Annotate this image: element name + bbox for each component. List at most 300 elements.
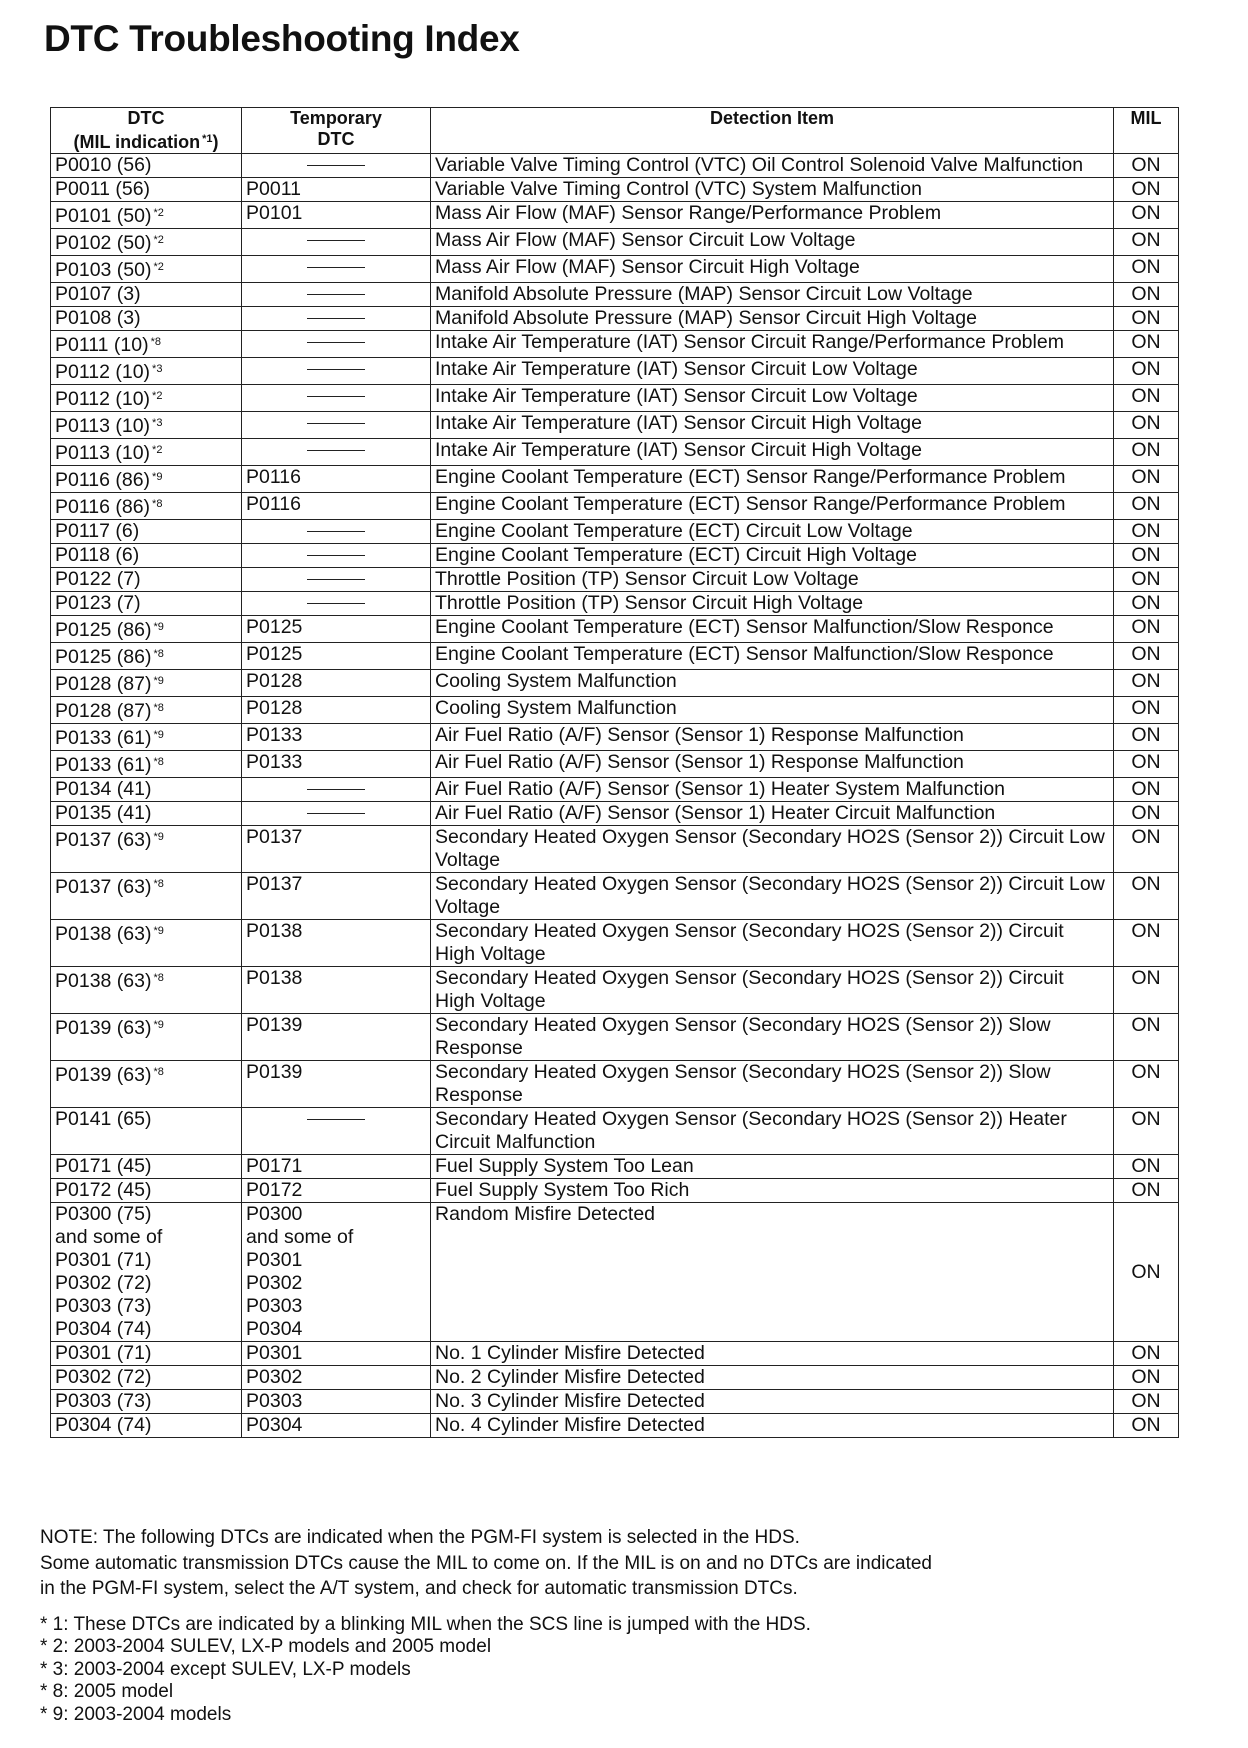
temporary-dtc: P0101 bbox=[246, 202, 303, 224]
table-row bbox=[51, 1390, 1179, 1414]
detection-item-cell: Cooling System Malfunction bbox=[431, 697, 1114, 724]
mil-cell: ON bbox=[1114, 283, 1179, 307]
temporary-dtc-cell bbox=[242, 592, 431, 616]
dash-mark bbox=[307, 423, 365, 424]
table-row bbox=[51, 643, 1179, 670]
footnote-mark: *8 bbox=[153, 756, 164, 768]
dtc-code-cell bbox=[51, 1014, 242, 1061]
mil-cell: ON bbox=[1114, 724, 1179, 751]
detection-item-cell: Variable Valve Timing Control (VTC) System Malfunction bbox=[431, 178, 1114, 202]
detection-item-cell: Engine Coolant Temperature (ECT) Circuit High Voltage bbox=[431, 544, 1114, 568]
detection-item-cell: No. 2 Cylinder Misfire Detected bbox=[431, 1366, 1114, 1390]
detection-item-cell: Engine Coolant Temperature (ECT) Circuit Low Voltage bbox=[431, 520, 1114, 544]
mil-cell: ON bbox=[1114, 697, 1179, 724]
detection-item-cell: Secondary Heated Oxygen Sensor (Secondary HO2S (Sensor 2)) Slow Response bbox=[431, 1014, 1114, 1061]
dash-mark bbox=[307, 369, 365, 370]
footnote-mark: *8 bbox=[153, 1066, 164, 1078]
footnote-mark: *3 bbox=[152, 417, 163, 429]
temporary-dtc: P0116 bbox=[246, 493, 301, 515]
mil-cell: ON bbox=[1114, 751, 1179, 778]
page-title: DTC Troubleshooting Index bbox=[44, 18, 520, 59]
temporary-dtc: P0172 bbox=[246, 1179, 303, 1201]
footnote-mark: *8 bbox=[153, 648, 164, 660]
footnote-mark: *3 bbox=[152, 363, 163, 375]
temporary-dtc-cell bbox=[242, 802, 431, 826]
dtc-code: P0108 (3) bbox=[55, 307, 141, 329]
temporary-dtc: P0139 bbox=[246, 1014, 303, 1036]
detection-item-cell: Intake Air Temperature (IAT) Sensor Circuit High Voltage bbox=[431, 439, 1114, 466]
footnotes bbox=[40, 1614, 1220, 1727]
table-row bbox=[51, 412, 1179, 439]
table-row bbox=[51, 826, 1179, 873]
detection-item-cell: Secondary Heated Oxygen Sensor (Secondary HO2S (Sensor 2)) Circuit High Voltage bbox=[431, 967, 1114, 1014]
table-row bbox=[51, 967, 1179, 1014]
dtc-code: P0135 (41) bbox=[55, 802, 152, 824]
footnote-mark: *2 bbox=[153, 234, 164, 246]
detection-item-cell: Engine Coolant Temperature (ECT) Sensor Malfunction/Slow Responce bbox=[431, 616, 1114, 643]
dtc-code: P0137 (63) bbox=[55, 829, 152, 851]
mil-cell: ON bbox=[1114, 802, 1179, 826]
table-row bbox=[51, 1108, 1179, 1155]
temporary-dtc-cell bbox=[242, 202, 431, 229]
dtc-code-cell bbox=[51, 385, 242, 412]
temporary-dtc-cell bbox=[242, 439, 431, 466]
dtc-code-cell bbox=[51, 1155, 242, 1179]
dtc-code-cell bbox=[51, 331, 242, 358]
temporary-dtc-cell bbox=[242, 616, 431, 643]
dtc-code-cell bbox=[51, 544, 242, 568]
temporary-dtc-cell bbox=[242, 331, 431, 358]
mil-cell: ON bbox=[1114, 1061, 1179, 1108]
mil-cell: ON bbox=[1114, 568, 1179, 592]
dtc-code: P0011 (56) bbox=[55, 178, 151, 200]
mil-cell: ON bbox=[1114, 1342, 1179, 1366]
mil-cell: ON bbox=[1114, 307, 1179, 331]
dtc-code: P0128 (87) bbox=[55, 700, 152, 722]
footnote-mark: *9 bbox=[153, 1019, 164, 1031]
mil-cell: ON bbox=[1114, 358, 1179, 385]
dtc-code-cell bbox=[51, 1203, 242, 1342]
dash-mark bbox=[307, 555, 365, 556]
mil-cell: ON bbox=[1114, 439, 1179, 466]
table-row bbox=[51, 520, 1179, 544]
footnote-mark: *2 bbox=[152, 444, 163, 456]
mil-cell: ON bbox=[1114, 1108, 1179, 1155]
temporary-dtc-cell bbox=[242, 358, 431, 385]
table-row bbox=[51, 1203, 1179, 1342]
mil-cell: ON bbox=[1114, 520, 1179, 544]
mil-cell: ON bbox=[1114, 670, 1179, 697]
temporary-dtc-cell bbox=[242, 493, 431, 520]
temporary-dtc: P0137 bbox=[246, 826, 303, 848]
footnote-mark: *9 bbox=[153, 621, 164, 633]
dtc-code: P0302 (72) bbox=[55, 1366, 152, 1388]
dtc-code: P0304 (74) bbox=[55, 1414, 152, 1436]
dash-mark bbox=[307, 603, 365, 604]
temporary-dtc: P0133 bbox=[246, 724, 303, 746]
table-row bbox=[51, 1414, 1179, 1438]
detection-item-cell: Secondary Heated Oxygen Sensor (Secondary HO2S (Sensor 2)) Slow Response bbox=[431, 1061, 1114, 1108]
dtc-code-cell bbox=[51, 154, 242, 178]
table-row bbox=[51, 493, 1179, 520]
table-row bbox=[51, 178, 1179, 202]
table-row bbox=[51, 385, 1179, 412]
temporary-dtc-cell bbox=[242, 1414, 431, 1438]
dtc-code: P0112 (10) bbox=[55, 388, 151, 410]
dash-mark bbox=[307, 342, 365, 343]
temporary-dtc-cell bbox=[242, 256, 431, 283]
dtc-code: P0102 (50) bbox=[55, 232, 152, 254]
table-header-row bbox=[51, 108, 1179, 154]
notes-section bbox=[40, 1525, 1220, 1726]
detection-item-cell: Throttle Position (TP) Sensor Circuit Low Voltage bbox=[431, 568, 1114, 592]
footnote-mark: *9 bbox=[153, 729, 164, 741]
dtc-code: P0138 (63) bbox=[55, 923, 152, 945]
dtc-code: P0301 (71) bbox=[55, 1342, 152, 1364]
dtc-code-cell bbox=[51, 778, 242, 802]
table-row bbox=[51, 256, 1179, 283]
footnote: * 9: 2003-2004 models bbox=[40, 1703, 232, 1725]
detection-item-cell: No. 4 Cylinder Misfire Detected bbox=[431, 1414, 1114, 1438]
mil-cell: ON bbox=[1114, 544, 1179, 568]
detection-item-cell: Secondary Heated Oxygen Sensor (Secondary HO2S (Sensor 2)) Heater Circuit Malfunction bbox=[431, 1108, 1114, 1155]
footnote-mark: *8 bbox=[152, 498, 163, 510]
temporary-dtc: P0125 bbox=[246, 643, 303, 665]
dtc-code: P0107 (3) bbox=[55, 283, 141, 305]
table-row bbox=[51, 229, 1179, 256]
temporary-dtc-cell bbox=[242, 385, 431, 412]
mil-cell: ON bbox=[1114, 385, 1179, 412]
dtc-code-cell bbox=[51, 358, 242, 385]
dtc-code-cell bbox=[51, 1390, 242, 1414]
mil-cell: ON bbox=[1114, 493, 1179, 520]
temporary-dtc-cell bbox=[242, 229, 431, 256]
dash-mark bbox=[307, 165, 365, 166]
temporary-dtc-cell bbox=[242, 1014, 431, 1061]
dtc-code-cell bbox=[51, 520, 242, 544]
dtc-code-cell bbox=[51, 697, 242, 724]
dash-mark bbox=[307, 531, 365, 532]
mil-cell: ON bbox=[1114, 178, 1179, 202]
detection-item-cell: Cooling System Malfunction bbox=[431, 670, 1114, 697]
table-row bbox=[51, 751, 1179, 778]
dtc-code: P0118 (6) bbox=[55, 544, 140, 566]
temporary-dtc-cell bbox=[242, 1342, 431, 1366]
dtc-code: P0171 (45) bbox=[55, 1155, 152, 1177]
dtc-code-cell bbox=[51, 826, 242, 873]
dtc-code-cell bbox=[51, 439, 242, 466]
dtc-code: P0117 (6) bbox=[55, 520, 140, 542]
temporary-dtc: P0116 bbox=[246, 466, 301, 488]
dtc-code: P0103 (50) bbox=[55, 259, 152, 281]
temporary-dtc: P0133 bbox=[246, 751, 303, 773]
temporary-dtc-cell bbox=[242, 154, 431, 178]
detection-item-cell: Intake Air Temperature (IAT) Sensor Circuit Range/Performance Problem bbox=[431, 331, 1114, 358]
detection-item-cell: Intake Air Temperature (IAT) Sensor Circuit Low Voltage bbox=[431, 358, 1114, 385]
detection-item-cell: Manifold Absolute Pressure (MAP) Sensor Circuit High Voltage bbox=[431, 307, 1114, 331]
dtc-code: P0134 (41) bbox=[55, 778, 152, 800]
footnote: * 2: 2003-2004 SULEV, LX-P models and 2005 model bbox=[40, 1636, 492, 1657]
temporary-dtc: P0011 bbox=[246, 178, 301, 200]
table-row bbox=[51, 778, 1179, 802]
dtc-code-cell bbox=[51, 1061, 242, 1108]
table-row bbox=[51, 283, 1179, 307]
temporary-dtc-cell bbox=[242, 1203, 431, 1342]
table-row bbox=[51, 466, 1179, 493]
detection-item-cell: Mass Air Flow (MAF) Sensor Circuit High Voltage bbox=[431, 256, 1114, 283]
detection-item-cell: Air Fuel Ratio (A/F) Sensor (Sensor 1) Response Malfunction bbox=[431, 751, 1114, 778]
dash-mark bbox=[307, 1119, 365, 1120]
footnote-mark: *2 bbox=[153, 207, 164, 219]
temporary-dtc-cell bbox=[242, 1061, 431, 1108]
dtc-code-cell bbox=[51, 751, 242, 778]
dtc-code: P0111 (10) bbox=[55, 334, 149, 356]
dtc-code-cell bbox=[51, 670, 242, 697]
temporary-dtc-cell bbox=[242, 568, 431, 592]
header-dtc bbox=[51, 108, 242, 154]
table-row bbox=[51, 1061, 1179, 1108]
mil-cell: ON bbox=[1114, 967, 1179, 1014]
footnote-mark: *9 bbox=[152, 471, 163, 483]
detection-item-cell: Throttle Position (TP) Sensor Circuit High Voltage bbox=[431, 592, 1114, 616]
dtc-code-cell bbox=[51, 412, 242, 439]
header-dtc-line1: DTC bbox=[127, 108, 165, 128]
temporary-dtc-cell bbox=[242, 920, 431, 967]
dtc-code: P0138 (63) bbox=[55, 970, 152, 992]
dash-mark bbox=[307, 240, 365, 241]
table-row bbox=[51, 331, 1179, 358]
detection-item-cell: Air Fuel Ratio (A/F) Sensor (Sensor 1) Heater System Malfunction bbox=[431, 778, 1114, 802]
dtc-code-cell bbox=[51, 202, 242, 229]
footnote-mark: *8 bbox=[153, 972, 164, 984]
dtc-code-cell bbox=[51, 1342, 242, 1366]
dtc-code: P0300 (75) and some of P0301 (71) P0302 (72) P0303 (73) P0304 (74) bbox=[55, 1203, 163, 1340]
header-temporary-line2: DTC bbox=[317, 129, 355, 149]
dtc-code-cell bbox=[51, 724, 242, 751]
dtc-code: P0139 (63) bbox=[55, 1017, 152, 1039]
temporary-dtc: P0300 and some of P0301 P0302 P0303 P0304 bbox=[246, 1203, 354, 1340]
table-row bbox=[51, 1342, 1179, 1366]
dtc-code: P0303 (73) bbox=[55, 1390, 152, 1412]
dtc-code-cell bbox=[51, 256, 242, 283]
table-row bbox=[51, 154, 1179, 178]
mil-cell: ON bbox=[1114, 873, 1179, 920]
dash-mark bbox=[307, 267, 365, 268]
table-row bbox=[51, 202, 1179, 229]
mil-cell: ON bbox=[1114, 592, 1179, 616]
detection-item-cell: Variable Valve Timing Control (VTC) Oil Control Solenoid Valve Malfunction bbox=[431, 154, 1114, 178]
mil-cell: ON bbox=[1114, 1390, 1179, 1414]
temporary-dtc-cell bbox=[242, 1390, 431, 1414]
detection-item-cell: Secondary Heated Oxygen Sensor (Secondary HO2S (Sensor 2)) Circuit Low Voltage bbox=[431, 873, 1114, 920]
dtc-code-cell bbox=[51, 873, 242, 920]
mil-cell: ON bbox=[1114, 466, 1179, 493]
table-body bbox=[51, 154, 1179, 1438]
dtc-code: P0137 (63) bbox=[55, 876, 152, 898]
table-row bbox=[51, 544, 1179, 568]
temporary-dtc: P0302 bbox=[246, 1366, 303, 1388]
temporary-dtc: P0303 bbox=[246, 1390, 303, 1412]
temporary-dtc-cell bbox=[242, 1155, 431, 1179]
temporary-dtc: P0138 bbox=[246, 967, 303, 989]
temporary-dtc-cell bbox=[242, 283, 431, 307]
dtc-code: P0010 (56) bbox=[55, 154, 152, 176]
footnote-mark: *8 bbox=[150, 336, 161, 348]
temporary-dtc-cell bbox=[242, 643, 431, 670]
mil-cell: ON bbox=[1114, 826, 1179, 873]
dtc-code-cell bbox=[51, 1414, 242, 1438]
table-row bbox=[51, 1155, 1179, 1179]
dtc-code-cell bbox=[51, 920, 242, 967]
temporary-dtc-cell bbox=[242, 873, 431, 920]
dtc-code-cell bbox=[51, 568, 242, 592]
dtc-code: P0139 (63) bbox=[55, 1064, 152, 1086]
detection-item-cell: No. 3 Cylinder Misfire Detected bbox=[431, 1390, 1114, 1414]
detection-item-cell: Manifold Absolute Pressure (MAP) Sensor Circuit Low Voltage bbox=[431, 283, 1114, 307]
footnote: * 8: 2005 model bbox=[40, 1681, 174, 1702]
mil-cell: ON bbox=[1114, 778, 1179, 802]
dash-mark bbox=[307, 450, 365, 451]
dtc-code: P0172 (45) bbox=[55, 1179, 152, 1201]
dtc-code-cell bbox=[51, 643, 242, 670]
mil-cell: ON bbox=[1114, 412, 1179, 439]
dash-mark bbox=[307, 294, 365, 295]
table-row bbox=[51, 873, 1179, 920]
table-row bbox=[51, 670, 1179, 697]
table-row bbox=[51, 592, 1179, 616]
detection-item-cell: No. 1 Cylinder Misfire Detected bbox=[431, 1342, 1114, 1366]
dtc-code-cell bbox=[51, 283, 242, 307]
dtc-code-cell bbox=[51, 307, 242, 331]
detection-item-cell: Mass Air Flow (MAF) Sensor Circuit Low Voltage bbox=[431, 229, 1114, 256]
dtc-code: P0123 (7) bbox=[55, 592, 141, 614]
dtc-code: P0133 (61) bbox=[55, 727, 152, 749]
footnote-mark: *2 bbox=[153, 261, 164, 273]
dash-mark bbox=[307, 813, 365, 814]
footnote: * 3: 2003-2004 except SULEV, LX-P models bbox=[40, 1658, 411, 1680]
mil-cell: ON bbox=[1114, 1014, 1179, 1061]
temporary-dtc: P0128 bbox=[246, 697, 303, 719]
dtc-code: P0125 (86) bbox=[55, 619, 152, 641]
temporary-dtc-cell bbox=[242, 826, 431, 873]
dtc-code: P0113 (10) bbox=[55, 442, 151, 464]
temporary-dtc-cell bbox=[242, 967, 431, 1014]
mil-cell: ON bbox=[1114, 154, 1179, 178]
dtc-code: P0133 (61) bbox=[55, 754, 152, 776]
temporary-dtc-cell bbox=[242, 670, 431, 697]
mil-cell: ON bbox=[1114, 1155, 1179, 1179]
dtc-code-cell bbox=[51, 466, 242, 493]
dtc-code: P0112 (10) bbox=[55, 361, 151, 383]
header-detection-item: Detection Item bbox=[431, 108, 1114, 154]
temporary-dtc-cell bbox=[242, 520, 431, 544]
mil-cell: ON bbox=[1114, 1203, 1179, 1342]
dash-mark bbox=[307, 579, 365, 580]
header-dtc-footnote-mark: *1 bbox=[202, 133, 213, 145]
detection-item-cell: Fuel Supply System Too Rich bbox=[431, 1179, 1114, 1203]
table-row bbox=[51, 616, 1179, 643]
dash-mark bbox=[307, 789, 365, 790]
footnote-mark: *2 bbox=[152, 390, 163, 402]
detection-item-cell: Random Misfire Detected bbox=[431, 1203, 1114, 1342]
temporary-dtc-cell bbox=[242, 751, 431, 778]
temporary-dtc-cell bbox=[242, 307, 431, 331]
footnote-mark: *9 bbox=[153, 831, 164, 843]
dtc-code-cell bbox=[51, 616, 242, 643]
note-line: NOTE: The following DTCs are indicated when the PGM-FI system is selected in the HDS. bbox=[40, 1527, 800, 1548]
dtc-code-cell bbox=[51, 802, 242, 826]
temporary-dtc-cell bbox=[242, 178, 431, 202]
header-temporary-dtc bbox=[242, 108, 431, 154]
detection-item-cell: Air Fuel Ratio (A/F) Sensor (Sensor 1) Heater Circuit Malfunction bbox=[431, 802, 1114, 826]
note-line: Some automatic transmission DTCs cause the MIL to come on. If the MIL is on and no DTCs are indicated bbox=[40, 1552, 932, 1574]
dtc-index-table bbox=[50, 107, 1179, 1438]
footnote: * 1: These DTCs are indicated by a blinking MIL when the SCS line is jumped with the HDS. bbox=[40, 1613, 811, 1635]
table-row bbox=[51, 724, 1179, 751]
mil-cell: ON bbox=[1114, 643, 1179, 670]
mil-cell: ON bbox=[1114, 256, 1179, 283]
table-row bbox=[51, 1179, 1179, 1203]
mil-cell: ON bbox=[1114, 920, 1179, 967]
temporary-dtc: P0304 bbox=[246, 1414, 303, 1436]
dtc-code: P0122 (7) bbox=[55, 568, 141, 590]
header-dtc-line2-end: ) bbox=[212, 132, 219, 152]
mil-cell: ON bbox=[1114, 616, 1179, 643]
table-row bbox=[51, 358, 1179, 385]
temporary-dtc-cell bbox=[242, 1366, 431, 1390]
detection-item-cell: Engine Coolant Temperature (ECT) Sensor Range/Performance Problem bbox=[431, 493, 1114, 520]
dtc-code-cell bbox=[51, 967, 242, 1014]
dtc-code-cell bbox=[51, 178, 242, 202]
dtc-code-cell bbox=[51, 592, 242, 616]
note-line: in the PGM-FI system, select the A/T system, and check for automatic transmission DTCs. bbox=[40, 1578, 798, 1599]
temporary-dtc-cell bbox=[242, 412, 431, 439]
detection-item-cell: Secondary Heated Oxygen Sensor (Secondary HO2S (Sensor 2)) Circuit Low Voltage bbox=[431, 826, 1114, 873]
mil-cell: ON bbox=[1114, 1414, 1179, 1438]
detection-item-cell: Secondary Heated Oxygen Sensor (Secondary HO2S (Sensor 2)) Circuit High Voltage bbox=[431, 920, 1114, 967]
dtc-code-cell bbox=[51, 229, 242, 256]
temporary-dtc-cell bbox=[242, 544, 431, 568]
mil-cell: ON bbox=[1114, 1179, 1179, 1203]
mil-cell: ON bbox=[1114, 229, 1179, 256]
detection-item-cell: Air Fuel Ratio (A/F) Sensor (Sensor 1) Response Malfunction bbox=[431, 724, 1114, 751]
footnote-mark: *8 bbox=[153, 702, 164, 714]
detection-item-cell: Mass Air Flow (MAF) Sensor Range/Performance Problem bbox=[431, 202, 1114, 229]
footnote-mark: *9 bbox=[153, 925, 164, 937]
table-row bbox=[51, 1014, 1179, 1061]
temporary-dtc-cell bbox=[242, 697, 431, 724]
detection-item-cell: Intake Air Temperature (IAT) Sensor Circuit High Voltage bbox=[431, 412, 1114, 439]
table-row bbox=[51, 439, 1179, 466]
dtc-code: P0116 (86) bbox=[55, 469, 151, 491]
dtc-code-cell bbox=[51, 493, 242, 520]
table-row bbox=[51, 697, 1179, 724]
dtc-code-cell bbox=[51, 1108, 242, 1155]
temporary-dtc: P0301 bbox=[246, 1342, 303, 1364]
dtc-code: P0113 (10) bbox=[55, 415, 151, 437]
detection-item-cell: Fuel Supply System Too Lean bbox=[431, 1155, 1114, 1179]
header-dtc-line2: (MIL indication bbox=[73, 132, 201, 152]
temporary-dtc-cell bbox=[242, 466, 431, 493]
dash-mark bbox=[307, 396, 365, 397]
table-row bbox=[51, 920, 1179, 967]
dash-mark bbox=[307, 318, 365, 319]
dtc-code: P0125 (86) bbox=[55, 646, 152, 668]
temporary-dtc: P0128 bbox=[246, 670, 303, 692]
dtc-code: P0116 (86) bbox=[55, 496, 151, 518]
table-row bbox=[51, 1366, 1179, 1390]
mil-cell: ON bbox=[1114, 202, 1179, 229]
